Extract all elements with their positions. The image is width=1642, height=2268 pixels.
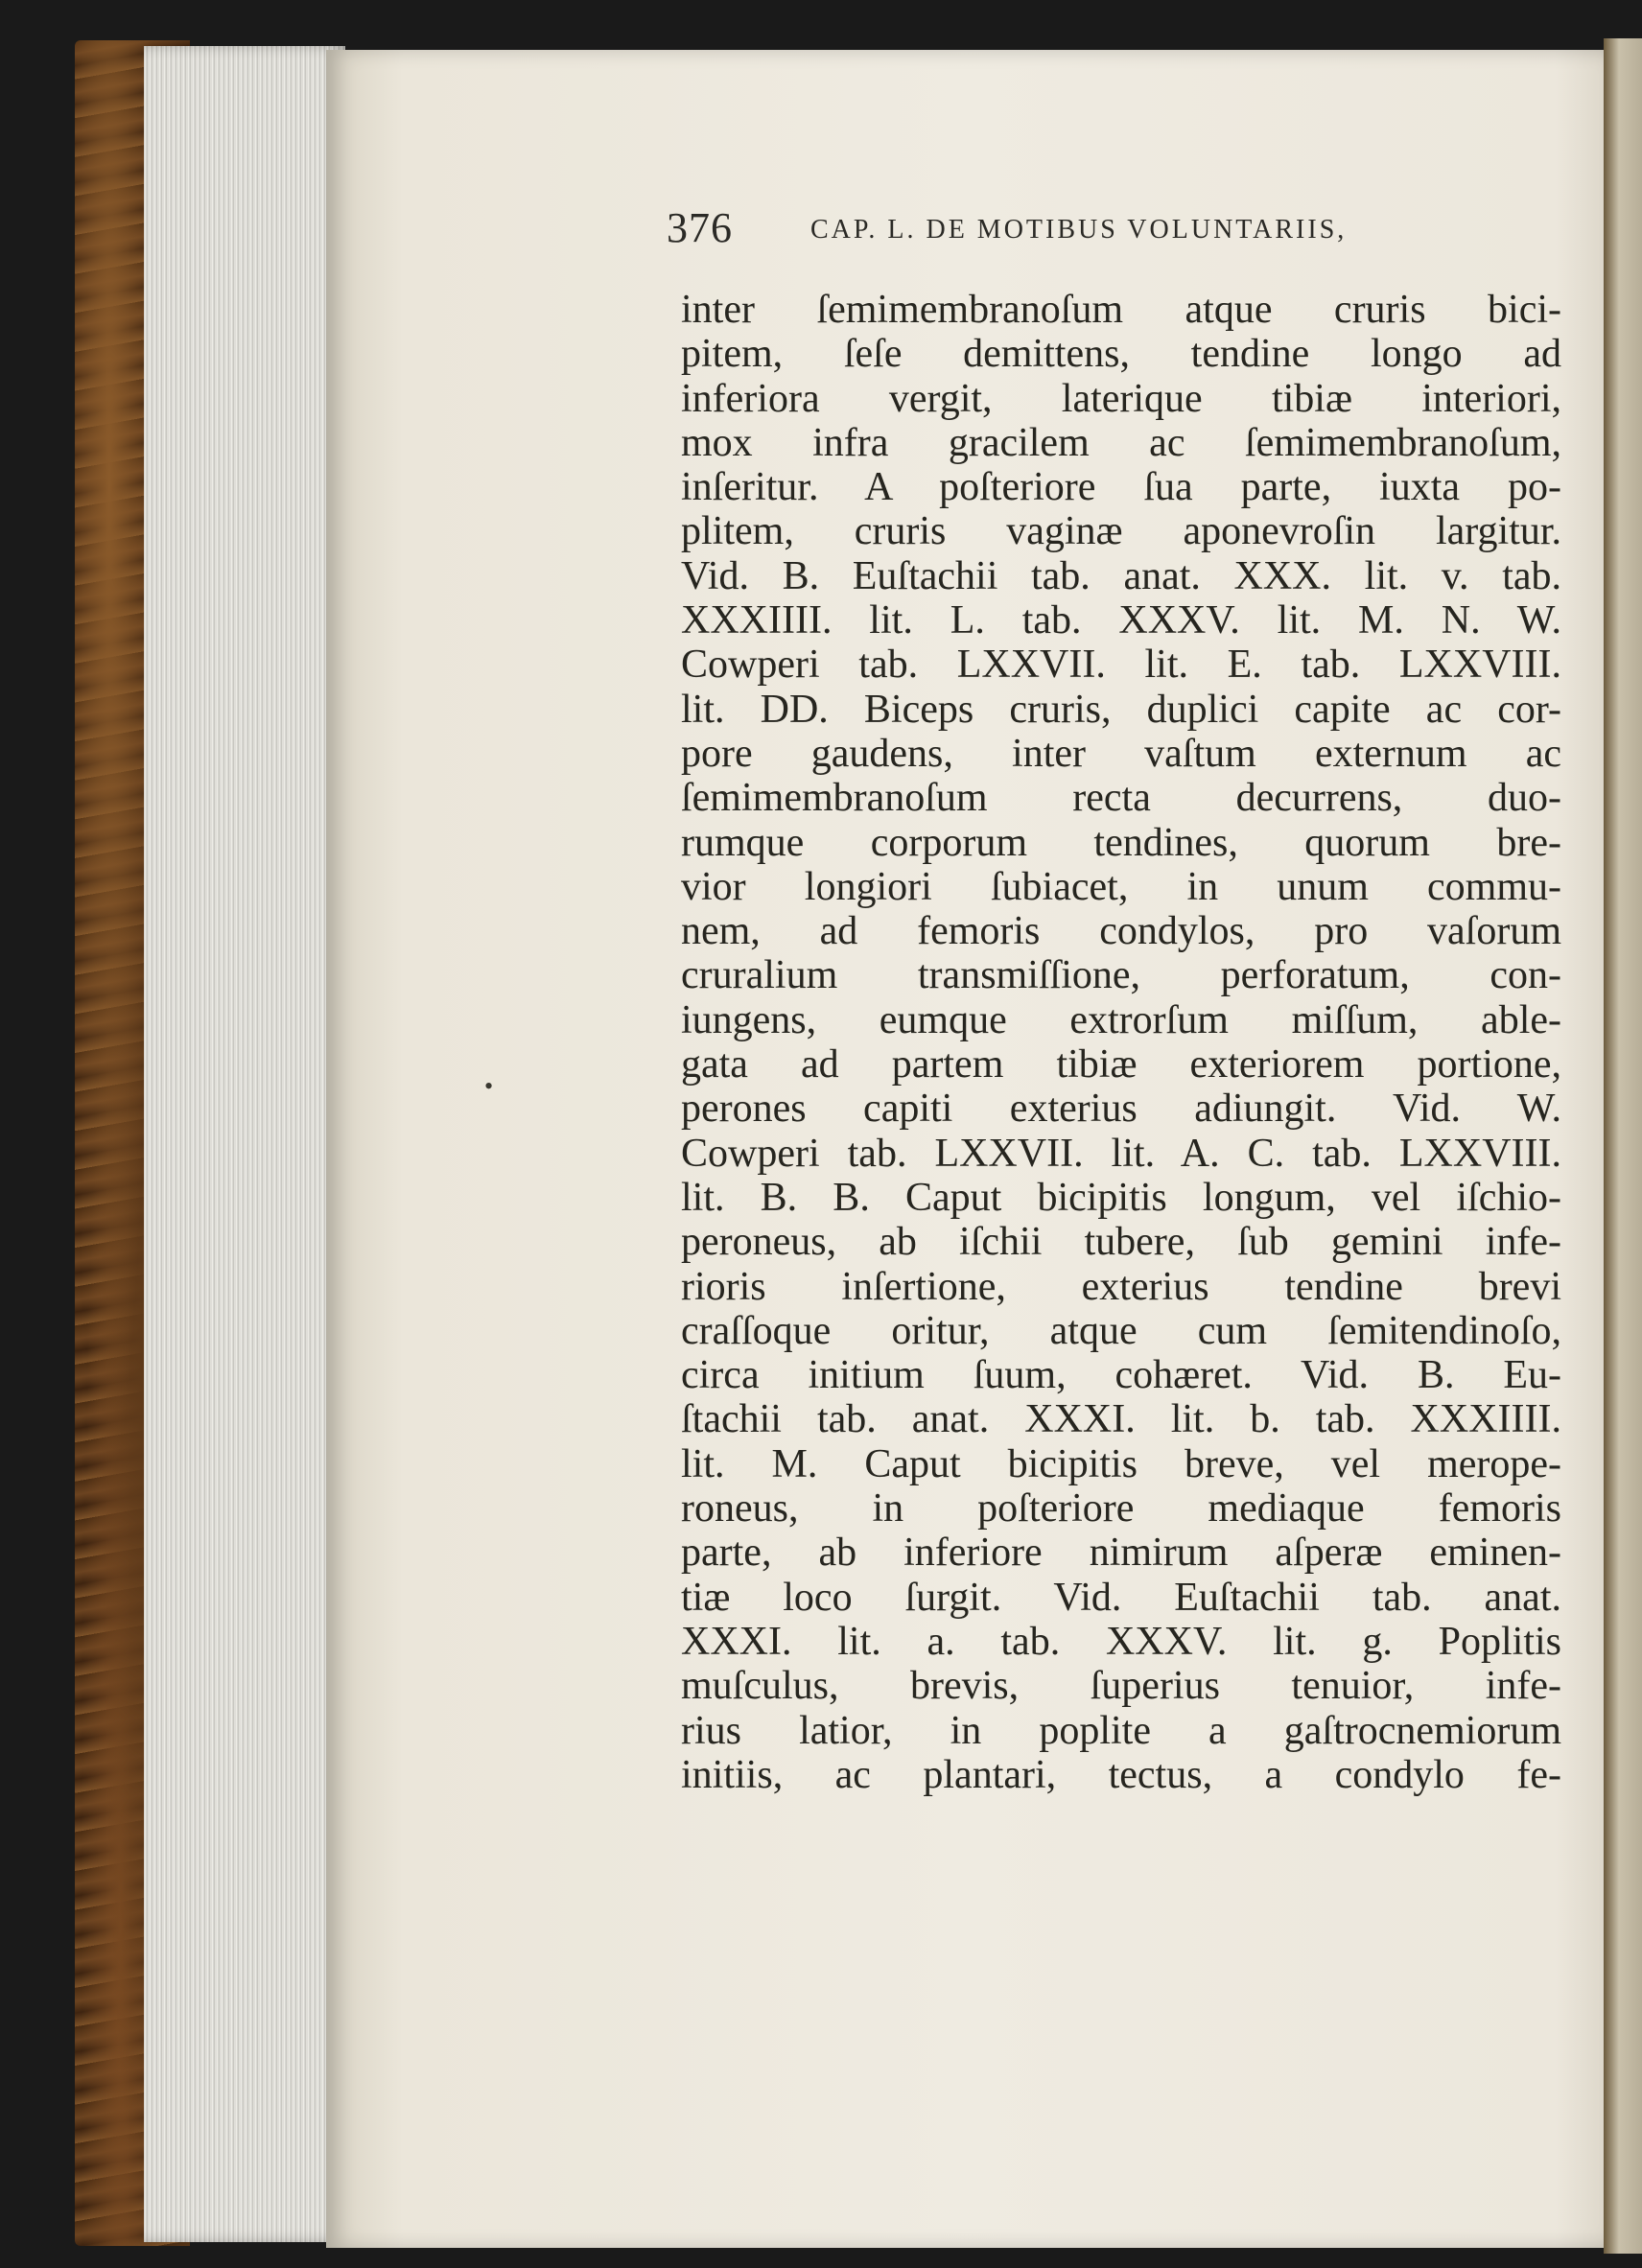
text-line: mox infra gracilem ac ſemimembranoſum, bbox=[681, 420, 1561, 465]
text-line: nem, ad femoris condylos, pro vaſorum bbox=[681, 909, 1561, 954]
text-line: XXXIIII. lit. L. tab. XXXV. lit. M. N. W. bbox=[681, 598, 1561, 643]
text-line: peroneus, ab iſchii tubere, ſub gemini infe- bbox=[681, 1220, 1561, 1265]
text-line: lit. DD. Biceps cruris, duplici capite ac cor- bbox=[681, 687, 1561, 732]
text-line: parte, ab inferiore nimirum aſperæ eminen- bbox=[681, 1531, 1561, 1576]
text-line: inferiora vergit, laterique tibiæ interiori, bbox=[681, 376, 1561, 421]
text-line: muſculus, brevis, ſuperius tenuior, infe- bbox=[681, 1664, 1561, 1709]
text-line: circa initium ſuum, cohæret. Vid. B. Eu- bbox=[681, 1353, 1561, 1398]
text-line: pitem, ſeſe demittens, tendine longo ad bbox=[681, 332, 1561, 377]
margin-mark: • bbox=[484, 1072, 494, 1100]
text-line: gata ad partem tibiæ exteriorem portione, bbox=[681, 1042, 1561, 1087]
text-line: perones capiti exterius adiungit. Vid. W. bbox=[681, 1087, 1561, 1132]
text-line: ſemimembranoſum recta decurrens, duo- bbox=[681, 776, 1561, 821]
page-edges bbox=[144, 46, 345, 2242]
text-line: initiis, ac plantari, tectus, a condylo fe- bbox=[681, 1752, 1561, 1797]
text-line: lit. B. B. Caput bicipitis longum, vel iſchio- bbox=[681, 1175, 1561, 1220]
text-line: Vid. B. Euſtachii tab. anat. XXX. lit. v. tab. bbox=[681, 553, 1561, 598]
text-line: inſeritur. A poſteriore ſua parte, iuxta po- bbox=[681, 465, 1561, 510]
text-line: cruralium transmiſſione, perforatum, con- bbox=[681, 953, 1561, 998]
body-text bbox=[681, 288, 1561, 1797]
text-line: pore gaudens, inter vaſtum externum ac bbox=[681, 731, 1561, 776]
text-line: iungens, eumque extrorſum miſſum, able- bbox=[681, 997, 1561, 1042]
facing-page-edge bbox=[1604, 38, 1642, 2254]
running-title: CAP. L. DE MOTIBUS VOLUNTARIIS, bbox=[810, 215, 1348, 245]
page-number: 376 bbox=[667, 204, 733, 251]
text-line: inter ſemimembranoſum atque cruris bici- bbox=[681, 288, 1561, 332]
text-line: rioris inſertione, exterius tendine brevi bbox=[681, 1264, 1561, 1309]
text-line: roneus, in poſteriore mediaque femoris bbox=[681, 1486, 1561, 1531]
text-line: craſſoque oritur, atque cum ſemitendinoſo, bbox=[681, 1308, 1561, 1353]
text-line: rius latior, in poplite a gaſtrocnemiorum bbox=[681, 1708, 1561, 1753]
text-line: tiæ loco ſurgit. Vid. Euſtachii tab. anat. bbox=[681, 1575, 1561, 1620]
text-line: Cowperi tab. LXXVII. lit. A. C. tab. LXXVIII. bbox=[681, 1131, 1561, 1176]
page-header bbox=[667, 203, 1511, 261]
text-line: ſtachii tab. anat. XXXI. lit. b. tab. XXXIIII. bbox=[681, 1397, 1561, 1442]
text-line: XXXI. lit. a. tab. XXXV. lit. g. Poplitis bbox=[681, 1619, 1561, 1664]
text-line: vior longiori ſubiacet, in unum commu- bbox=[681, 864, 1561, 909]
text-line: Cowperi tab. LXXVII. lit. E. tab. LXXVIII. bbox=[681, 643, 1561, 688]
text-line: lit. M. Caput bicipitis breve, vel merope- bbox=[681, 1441, 1561, 1486]
text-line: rumque corporum tendines, quorum bre- bbox=[681, 820, 1561, 865]
text-line: plitem, cruris vaginæ aponevroſin largitur. bbox=[681, 509, 1561, 554]
